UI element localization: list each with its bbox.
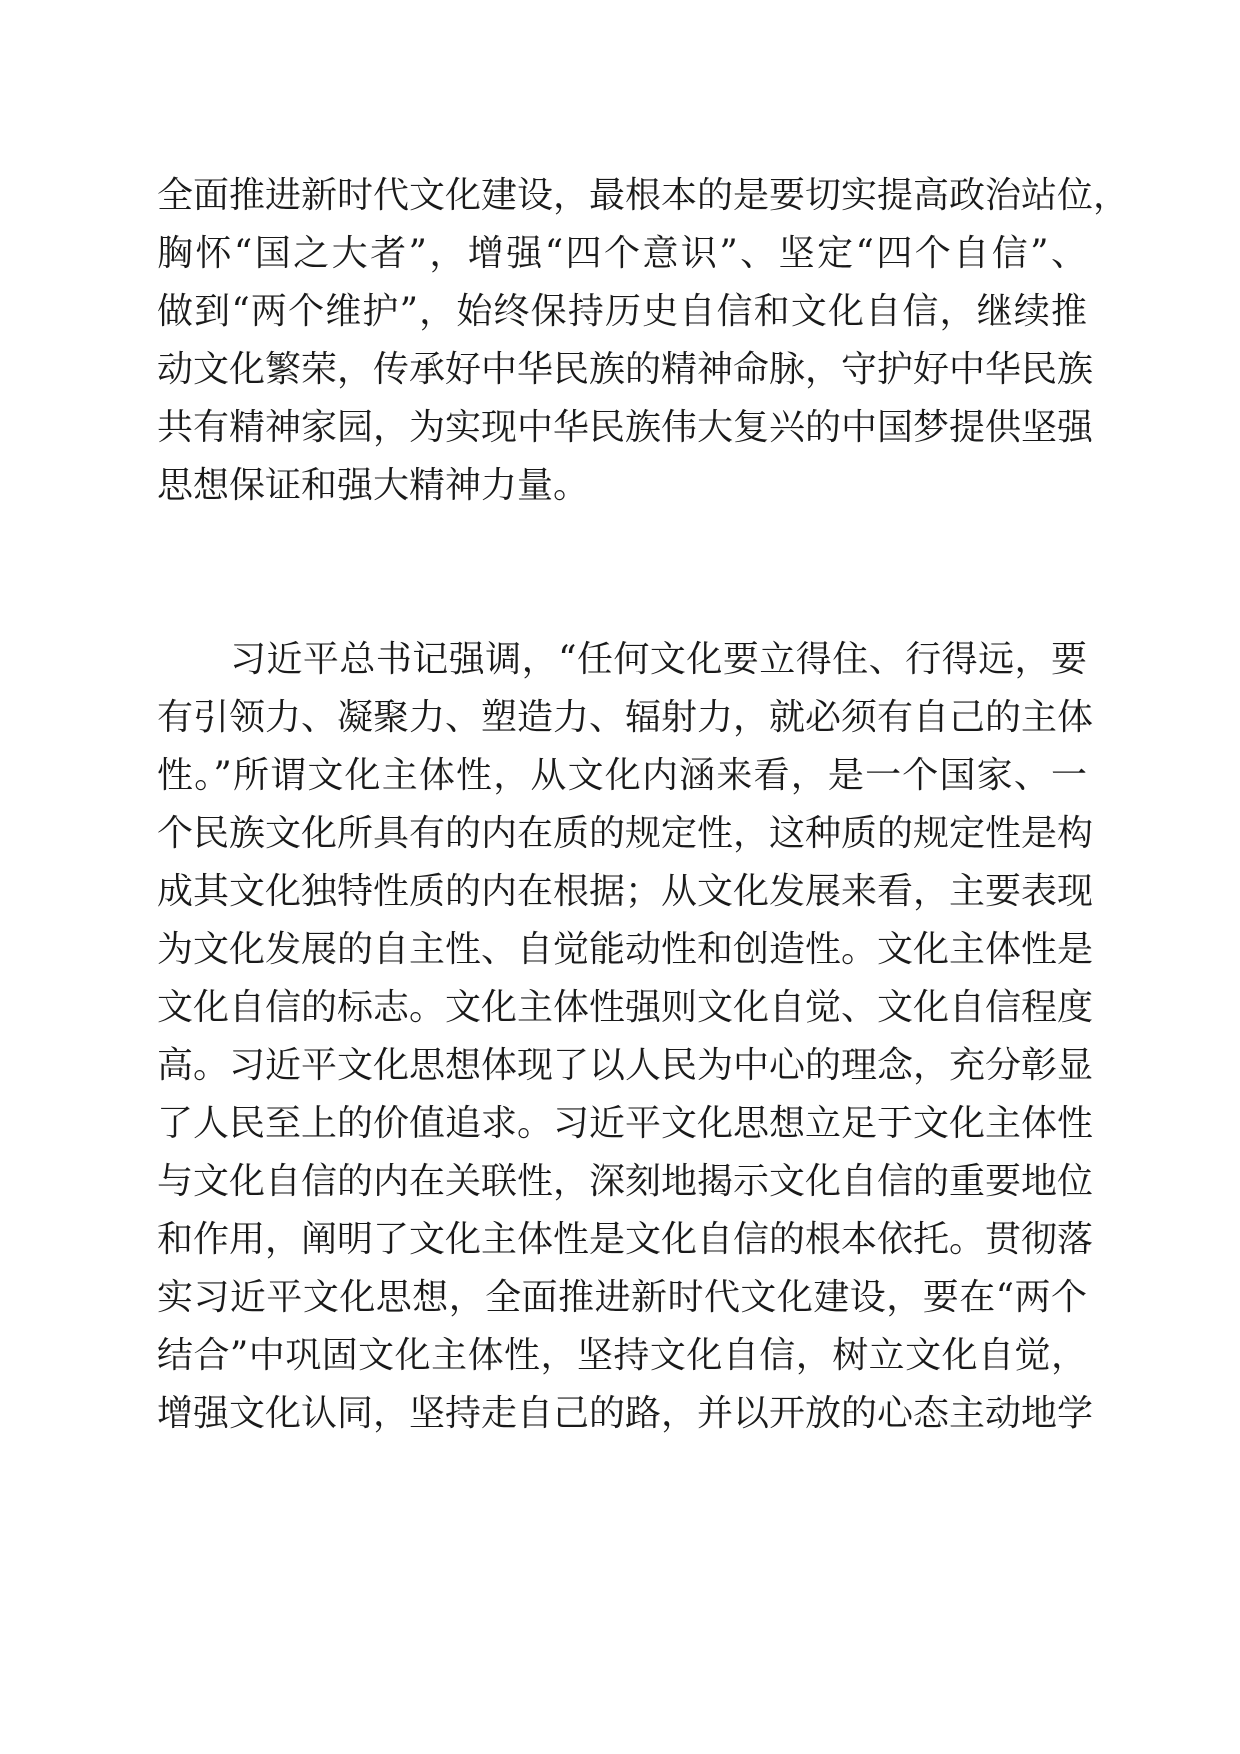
paragraph-line: 实习近平文化思想，全面推进新时代文化建设，要在“两个 xyxy=(157,1277,1087,1318)
paragraph-line: 胸怀“国之大者”，增强“四个意识”、坚定“四个自信”、 xyxy=(157,233,1087,274)
paragraph-line: 做到“两个维护”，始终保持历史自信和文化自信，继续推 xyxy=(157,291,1087,332)
paragraph-line: 了人民至上的价值追求。习近平文化思想立足于文化主体性 xyxy=(157,1103,1094,1144)
paragraph-line: 全面推进新时代文化建设，最根本的是要切实提高政治站位， xyxy=(157,175,1130,216)
paragraph-line: 有引领力、凝聚力、塑造力、辐射力，就必须有自己的主体 xyxy=(157,697,1094,738)
paragraph-line: 与文化自信的内在关联性，深刻地揭示文化自信的重要地位 xyxy=(157,1161,1094,1202)
paragraph-line: 个民族文化所具有的内在质的规定性，这种质的规定性是构 xyxy=(157,813,1094,854)
paragraph-line: 和作用，阐明了文化主体性是文化自信的根本依托。贯彻落 xyxy=(157,1219,1094,1260)
paragraph-line: 思想保证和强大精神力量。 xyxy=(157,465,590,506)
paragraph-line: 文化自信的标志。文化主体性强则文化自觉、文化自信程度 xyxy=(157,987,1094,1028)
paragraph-line: 为文化发展的自主性、自觉能动性和创造性。文化主体性是 xyxy=(157,929,1094,970)
paragraph-line: 性。”所谓文化主体性，从文化内涵来看，是一个国家、一 xyxy=(157,755,1087,796)
paragraph-line: 成其文化独特性质的内在根据；从文化发展来看，主要表现 xyxy=(157,871,1094,912)
paragraph-line: 增强文化认同，坚持走自己的路，并以开放的心态主动地学 xyxy=(157,1393,1094,1434)
paragraph-line: 共有精神家园，为实现中华民族伟大复兴的中国梦提供坚强 xyxy=(157,407,1094,448)
paragraph-line: 高。习近平文化思想体现了以人民为中心的理念，充分彰显 xyxy=(157,1045,1094,1086)
paragraph-line: 动文化繁荣，传承好中华民族的精神命脉，守护好中华民族 xyxy=(157,349,1094,390)
paragraph-line: 结合”中巩固文化主体性，坚持文化自信，树立文化自觉， xyxy=(157,1335,1087,1376)
paragraph-line: 习近平总书记强调，“任何文化要立得住、行得远，要 xyxy=(230,639,1087,680)
